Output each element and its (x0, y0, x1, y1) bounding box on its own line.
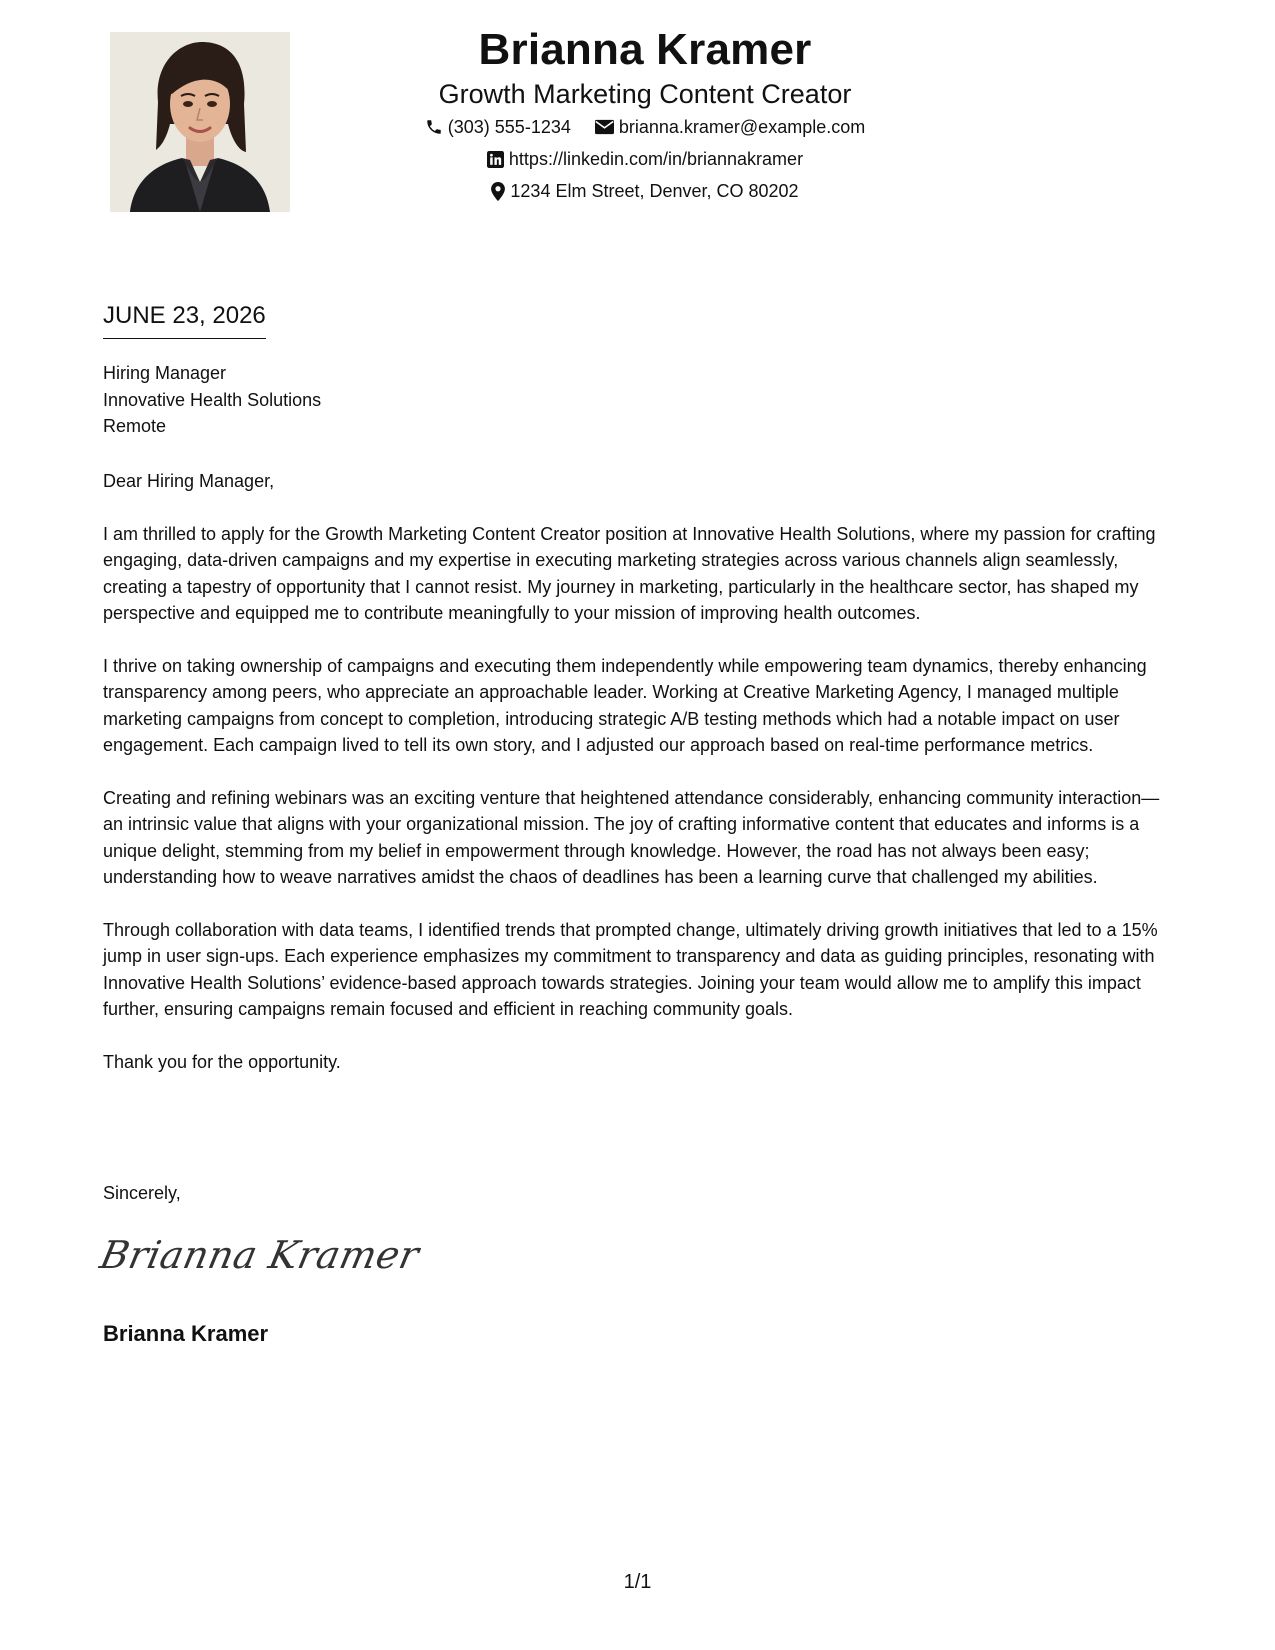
phone-icon (425, 118, 443, 136)
profile-photo (110, 32, 290, 212)
letter-date: JUNE 23, 2026 (103, 300, 266, 339)
linkedin-icon (487, 151, 504, 168)
letter-body (103, 468, 1178, 1101)
salutation: Dear Hiring Manager, (103, 471, 275, 491)
page-number: 1/1 (623, 1571, 652, 1593)
address-item (491, 175, 798, 207)
envelope-icon (595, 119, 614, 135)
email-address: brianna.kramer@example.com (618, 117, 866, 137)
applicant-title: Growth Marketing Content Creator (438, 79, 852, 109)
resume-header (330, 22, 960, 207)
paragraph-3: Creating and refining webinars was an exciting venture that heightened attendance considerably, enhancing community interaction—an intrinsic value that aligns with your organizational mission. The joy of crafting informative content that educates and informs is a unique delight, stemming from my belief in empowerment through knowledge. However, the road has not always been easy; understanding how to weave narratives amidst the chaos of deadlines has been a learning curve that challenged my abilities. (103, 787, 1160, 887)
phone-number: (303) 555-1234 (447, 117, 571, 137)
handwritten-signature: Brianna Kramer (96, 1233, 424, 1277)
signer-name: Brianna Kramer (103, 1321, 269, 1346)
email-item[interactable] (595, 111, 865, 143)
map-pin-icon (491, 182, 505, 201)
recipient-company: Innovative Health Solutions (103, 389, 322, 410)
contact-row-address (330, 175, 960, 207)
portrait-illustration (110, 32, 290, 212)
phone-item[interactable] (425, 111, 571, 143)
contact-row-phone-email (330, 111, 960, 143)
applicant-name: Brianna Kramer (478, 25, 812, 74)
linkedin-item[interactable] (487, 143, 803, 175)
contact-row-linkedin (330, 143, 960, 175)
street-address: 1234 Elm Street, Denver, CO 80202 (510, 181, 799, 201)
recipient-name: Hiring Manager (103, 363, 227, 383)
closing-phrase: Sincerely, (103, 1183, 181, 1203)
recipient-location: Remote (103, 416, 167, 436)
paragraph-4: Through collaboration with data teams, I identified trends that prompted change, ultimately driving growth initiatives that led to a 15% jump in user sign-ups. Each experience emphasizes my commitment to transparency and data as guiding principles, resonating with Innovative Health Solutions’ evidence-based approach towards strategies. Joining your team would allow me to amplify this impact further, ensuring campaigns remain focused and efficient in reaching community goals. (103, 919, 1158, 1019)
paragraph-5: Thank you for the opportunity. (103, 1051, 341, 1072)
linkedin-url: https://linkedin.com/in/briannakramer (508, 149, 804, 169)
paragraph-2: I thrive on taking ownership of campaigns and executing them independently while empowering team dynamics, thereby enhancing transparency among peers, who appreciate an approachable leader. Working at Creative Marketing Agency, I managed multiple marketing campaigns from concept to completion, introducing strategic A/B testing methods which had a notable impact on user engagement. Each campaign lived to tell its own story, and I adjusted our approach based on real-time performance metrics. (103, 655, 1147, 755)
recipient-block (103, 360, 321, 440)
paragraph-1: I am thrilled to apply for the Growth Marketing Content Creator position at Innovative Health Solutions, where my passion for crafting engaging, data-driven campaigns and my expertise in executing marketing strategies across various channels align seamlessly, creating a tapestry of opportunity that I cannot resist. My journey in marketing, particularly in the healthcare sector, has shaped my perspective and equipped me to contribute meaningfully to your mission of improving health outcomes. (103, 523, 1156, 623)
